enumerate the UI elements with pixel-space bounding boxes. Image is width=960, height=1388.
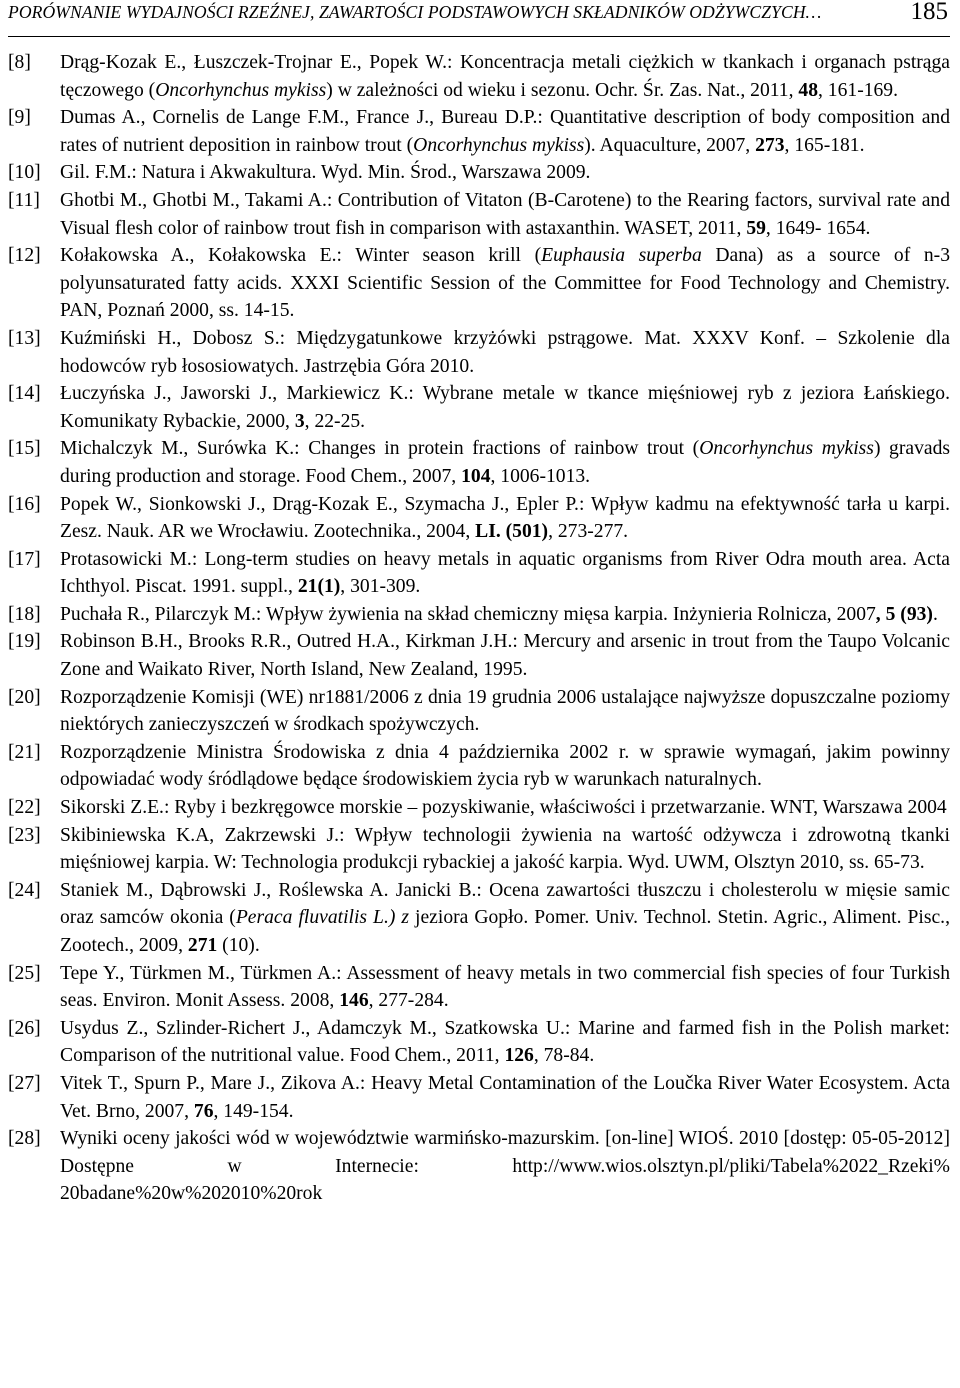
reference-text: Michalczyk M., Surówka K.: Changes in protein fractions of rainbow trout (Oncorhynchus mykiss) gravads during production and storage. Food Chem., 2007, 104, 1006-1013. xyxy=(60,438,950,487)
reference-text: Staniek M., Dąbrowski J., Roślewska A. Janicki B.: Ocena zawartości tłuszczu i cholesterolu w mięsie samic oraz samców okonia (Peraca fluvatilis L.) z jeziora Gopło. Pomer. Univ. Technol. Stetin. Agric., Aliment. Pisc., Zootech., 2009, 271 (10). xyxy=(60,879,950,956)
reference-item xyxy=(8,491,950,546)
reference-item xyxy=(8,1125,950,1208)
reference-item xyxy=(8,325,950,380)
reference-number: [24] xyxy=(8,879,41,901)
reference-number: [11] xyxy=(8,189,40,211)
reference-text: Popek W., Sionkowski J., Drąg-Kozak E., Szymacha J., Epler P.: Wpływ kadmu na efektywność tarła u karpi. Zesz. Nauk. AR we Wrocławiu. Zootechnika., 2004, LI. (501), 273-277. xyxy=(60,493,950,543)
reference-text: Dumas A., Cornelis de Lange F.M., France J., Bureau D.P.: Quantitative description of body composition and rates of nutrient deposition in rainbow trout (Oncorhynchus mykiss). Aquaculture, 2007, 273, 165-181. xyxy=(60,107,950,156)
reference-number: [26] xyxy=(8,1017,41,1039)
reference-item xyxy=(8,684,950,739)
reference-number: [19] xyxy=(8,631,41,653)
reference-item xyxy=(8,187,950,242)
reference-number: [23] xyxy=(8,824,41,846)
reference-number: [28] xyxy=(8,1128,41,1150)
reference-item xyxy=(8,242,950,325)
reference-text: Rozporządzenie Komisji (WE) nr1881/2006 z dnia 19 grudnia 2006 ustalające najwyższe dopuszczalne poziomy niektórych zanieczyszczeń w środkach spożywczych. xyxy=(60,686,950,736)
reference-number: [21] xyxy=(8,741,41,763)
reference-number: [8] xyxy=(8,52,31,73)
reference-text: Sikorski Z.E.: Ryby i bezkręgowce morskie – pozyskiwanie, właściwości i przetwarzanie. WNT, Warszawa 2004 xyxy=(60,797,947,819)
reference-item xyxy=(8,822,950,877)
reference-text: Wyniki oceny jakości wód w województwie warmińsko-mazurskim. [on-line] WIOŚ. 2010 [dostęp: 05-05-2012] Dostępne w Internecie: http://www.wios.olsztyn.pl/pliki/Tabela%2022_Rzeki% 20badane%20w%202010%20rok xyxy=(60,1128,950,1205)
running-title: PORÓWNANIE WYDAJNOŚCI RZEŹNEJ, ZAWARTOŚCI PODSTAWOWYCH SKŁADNIKÓW ODŻYWCZYCH… xyxy=(8,2,822,22)
reference-text: Protasowicki M.: Long-term studies on heavy metals in aquatic organisms from River Odra mouth area. Acta Ichthyol. Piscat. 1991. suppl., 21(1), 301-309. xyxy=(60,548,950,598)
reference-number: [20] xyxy=(8,686,41,708)
reference-text: Robinson B.H., Brooks R.R., Outred H.A., Kirkman J.H.: Mercury and arsenic in trout from the Taupo Volcanic Zone and Waikato River, North Island, New Zealand, 1995. xyxy=(60,631,950,681)
reference-item xyxy=(8,546,950,601)
reference-text: Puchała R., Pilarczyk M.: Wpływ żywienia na skład chemiczny mięsa karpia. Inżynieria Rolnicza, 2007, 5 (93). xyxy=(60,603,938,625)
reference-text: Tepe Y., Türkmen M., Türkmen A.: Assessment of heavy metals in two commercial fish species of four Turkish seas. Environ. Monit Assess. 2008, 146, 277-284. xyxy=(60,962,950,1012)
reference-item xyxy=(8,1070,950,1125)
reference-text: Łuczyńska J., Jaworski J., Markiewicz K.: Wybrane metale w tkance mięśniowej ryb z jeziora Łańskiego. Komunikaty Rybackie, 2000, 3, 22-25. xyxy=(60,383,950,432)
reference-number: [15] xyxy=(8,438,41,460)
reference-item xyxy=(8,794,950,822)
reference-item xyxy=(8,960,950,1015)
running-header xyxy=(8,0,950,37)
reference-number: [13] xyxy=(8,327,41,349)
reference-item xyxy=(8,739,950,794)
reference-text: Gil. F.M.: Natura i Akwakultura. Wyd. Min. Środ., Warszawa 2009. xyxy=(60,162,591,184)
reference-item xyxy=(8,601,950,629)
reference-number: [10] xyxy=(8,162,41,184)
reference-text: Skibiniewska K.A, Zakrzewski J.: Wpływ technologii żywienia na wartość odżywcza i zdrowotną tkanki mięśniowej karpia. W: Technologia produkcji rybackiej a jakość karpia. Wyd. UWM, Olsztyn 2010, ss. 65-73. xyxy=(60,824,950,874)
reference-number: [16] xyxy=(8,493,41,515)
reference-text: Kuźmiński H., Dobosz S.: Międzygatunkowe krzyżówki pstrągowe. Mat. XXXV Konf. – Szkolenie dla hodowców ryb łososiowatych. Jastrzębia Góra 2010. xyxy=(60,327,950,377)
reference-number: [27] xyxy=(8,1072,41,1094)
reference-text: Vitek T., Spurn P., Mare J., Zikova A.: Heavy Metal Contamination of the Loučka River Water Ecosystem. Acta Vet. Brno, 2007, 76, 149-154. xyxy=(60,1072,950,1122)
reference-item xyxy=(8,104,950,159)
reference-number: [25] xyxy=(8,962,41,984)
reference-number: [12] xyxy=(8,245,41,267)
reference-number: [9] xyxy=(8,107,31,129)
reference-list xyxy=(8,49,950,1208)
reference-number: [14] xyxy=(8,383,41,405)
reference-number: [22] xyxy=(8,797,41,819)
reference-text: Usydus Z., Szlinder-Richert J., Adamczyk M., Szatkowska U.: Marine and farmed fish in the Polish market: Comparison of the nutritional value. Food Chem., 2011, 126, 78-84. xyxy=(60,1017,950,1067)
reference-item xyxy=(8,49,950,104)
page-number: 185 xyxy=(910,0,948,25)
reference-number: [18] xyxy=(8,603,41,625)
reference-text: Rozporządzenie Ministra Środowiska z dnia 4 października 2002 r. w sprawie wymagań, jakim powinny odpowiadać wody śródlądowe będące środowiskiem życia ryb w warunkach naturalnych. xyxy=(60,741,950,791)
reference-item xyxy=(8,159,950,187)
reference-item xyxy=(8,380,950,435)
reference-text: Drąg-Kozak E., Łuszczek-Trojnar E., Popek W.: Koncentracja metali ciężkich w tkankach i organach pstrąga tęczowego (Oncorhynchus mykiss) w zależności od wieku i sezonu. Ochr. Śr. Zas. Nat., 2011, 48, 161-169. xyxy=(60,52,950,101)
reference-item xyxy=(8,435,950,490)
reference-number: [17] xyxy=(8,548,41,570)
reference-text: Kołakowska A., Kołakowska E.: Winter season krill (Euphausia superba Dana) as a source of n-3 polyunsaturated fatty acids. XXXI Scientific Session of the Committee for Food Technology and Chemistry. PAN, Poznań 2000, ss. 14-15. xyxy=(60,245,951,322)
reference-item xyxy=(8,628,950,683)
reference-item xyxy=(8,1015,950,1070)
reference-item xyxy=(8,877,950,960)
reference-text: Ghotbi M., Ghotbi M., Takami A.: Contribution of Vitaton (B-Carotene) to the Rearing factors, survival rate and Visual flesh color of rainbow trout fish in comparison with astaxanthin. WASET, 2011, 59, 1649- 1654. xyxy=(60,189,950,239)
